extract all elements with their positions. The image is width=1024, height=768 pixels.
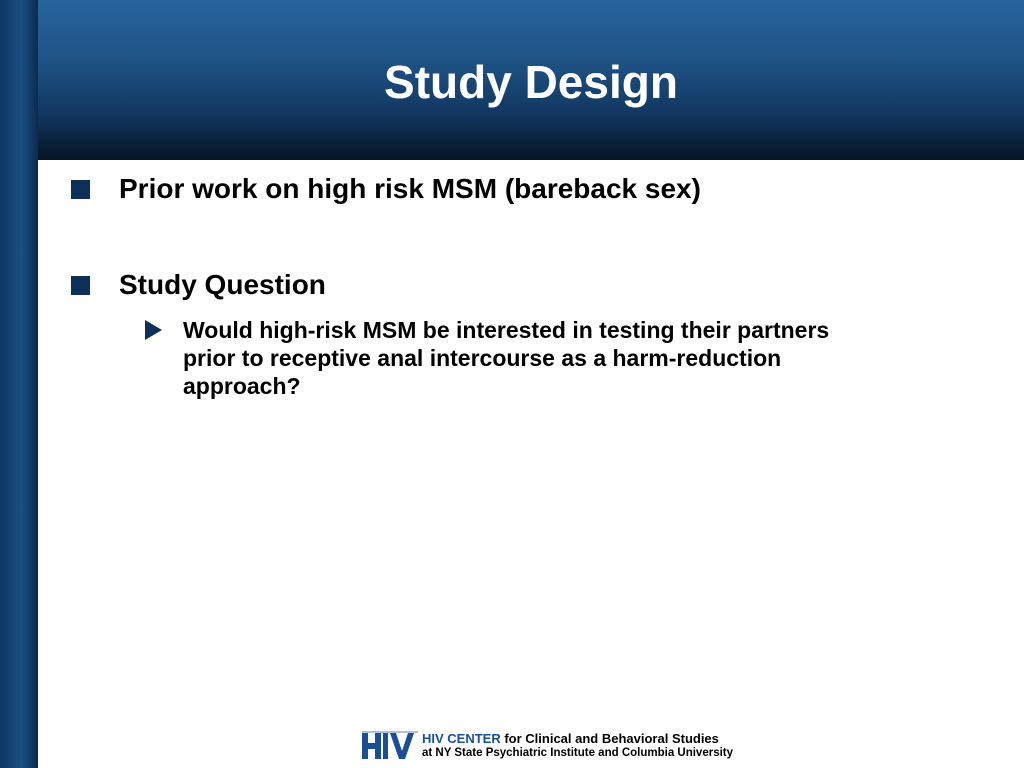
bullet-prior-work: [71, 172, 701, 206]
sub-bullet-text: Would high-risk MSM be interested in testing their partners prior to receptive anal intercourse as a harm-reduction approach?: [183, 317, 830, 399]
hiv-center-logo: [362, 731, 418, 761]
slide-title: Study Design: [384, 56, 678, 108]
square-bullet-icon: [71, 180, 90, 199]
triangle-bullet-icon: [145, 320, 162, 340]
left-decorative-bar: [0, 0, 38, 768]
footer-branding: [362, 730, 733, 762]
org-affiliation: at NY State Psychiatric Institute and Columbia University: [422, 747, 734, 759]
org-highlight: HIV CENTER: [422, 731, 501, 746]
sub-bullet-question: [145, 316, 863, 400]
bullet-text: Prior work on high risk MSM (bareback sex): [119, 173, 701, 204]
bullet-study-question: [71, 268, 326, 302]
bullet-text: Study Question: [119, 269, 326, 300]
title-banner: [38, 0, 1024, 160]
square-bullet-icon: [71, 276, 90, 295]
org-name-rest: for Clinical and Behavioral Studies: [500, 731, 719, 746]
